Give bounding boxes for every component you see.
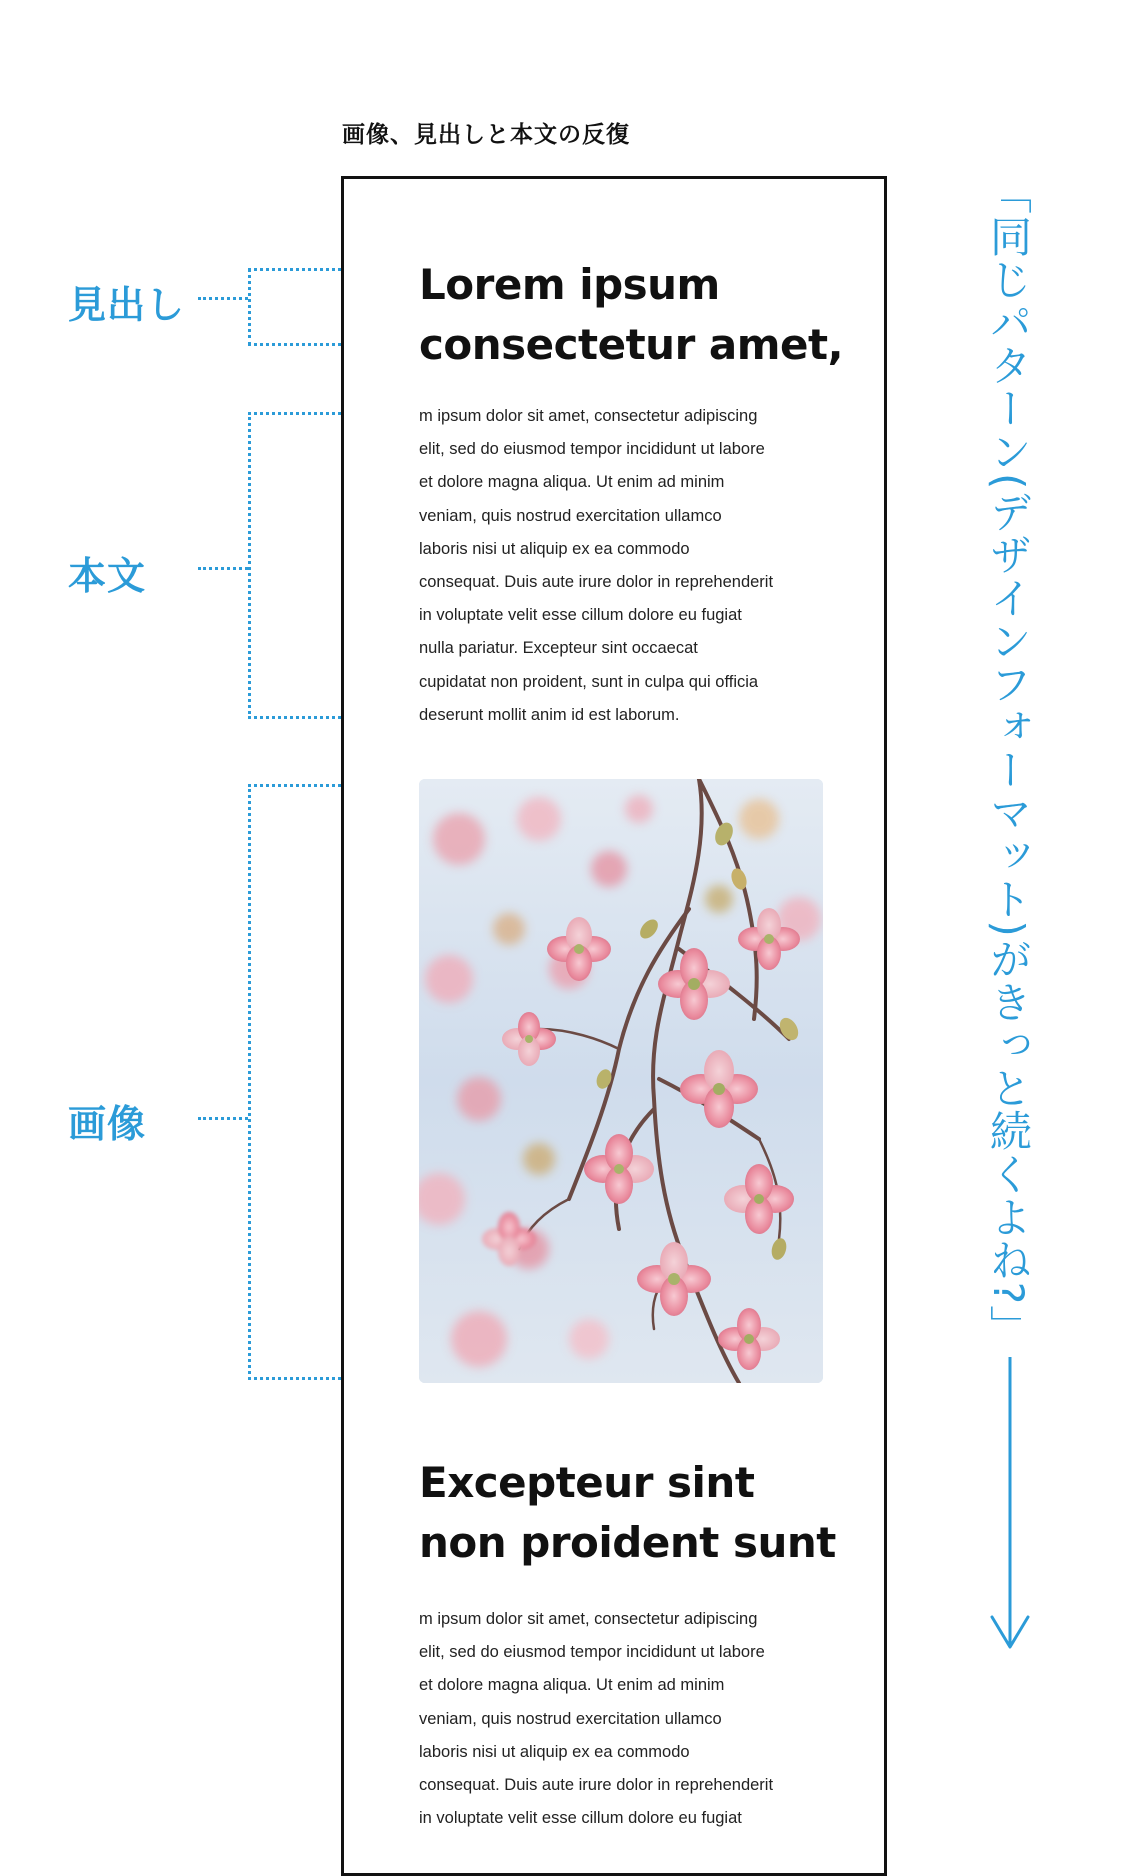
arrow-down-icon <box>990 1355 1030 1655</box>
body-annotation-leader <box>198 567 248 570</box>
body-line: cupidatat non proident, sunt in culpa qui officia <box>419 672 759 691</box>
block-heading <box>419 255 879 375</box>
body-line: nulla pariatur. Excepteur sint occaecat <box>419 639 698 658</box>
blossom-photo <box>419 779 823 1383</box>
body-line: m ipsum dolor sit amet, consectetur adipiscing <box>419 407 758 425</box>
body-line: veniam, quis nostrud exercitation ullamco <box>419 1709 722 1728</box>
body-line: consequat. Duis aute irure dolor in reprehenderit <box>419 1776 774 1795</box>
body-line: elit, sed do eiusmod tempor incididunt ut labore <box>419 1643 765 1662</box>
body-line: elit, sed do eiusmod tempor incididunt ut labore <box>419 440 765 459</box>
body-line: et dolore magna aliqua. Ut enim ad minim <box>419 1676 725 1695</box>
body-line: m ipsum dolor sit amet, consectetur adipiscing <box>419 1610 758 1628</box>
heading-annotation-leader <box>198 297 248 300</box>
block-heading <box>419 1453 879 1573</box>
vertical-annotation-note: 「同じパターン(デザインフォーマット)がきっと続くよね?」 <box>984 172 1033 1349</box>
body-line: in voluptate velit esse cillum dolore eu fugiat <box>419 606 742 625</box>
image-annotation-label: 画像 <box>68 1102 147 1146</box>
heading-line: consectetur amet, <box>419 320 844 369</box>
block-body-text <box>419 1603 849 1835</box>
body-line: laboris nisi ut aliquip ex ea commodo <box>419 1742 690 1761</box>
heading-line: Lorem ipsum <box>419 260 720 309</box>
image-annotation-bracket <box>248 784 341 1380</box>
body-line: et dolore magna aliqua. Ut enim ad minim <box>419 473 725 492</box>
block-body-text <box>419 400 849 732</box>
body-annotation-bracket <box>248 412 341 719</box>
body-line: veniam, quis nostrud exercitation ullamco <box>419 506 722 525</box>
heading-annotation-bracket <box>248 268 341 346</box>
body-line: laboris nisi ut aliquip ex ea commodo <box>419 539 690 558</box>
page-title: 画像、見出しと本文の反復 <box>342 122 630 148</box>
page-mockup-frame <box>341 176 887 1876</box>
heading-line: Excepteur sint <box>419 1458 755 1507</box>
blossom-illustration <box>419 779 823 1383</box>
body-annotation-label: 本文 <box>68 554 147 598</box>
body-line: in voluptate velit esse cillum dolore eu fugiat <box>419 1809 742 1828</box>
heading-annotation-label: 見出し <box>68 283 186 327</box>
body-line: consequat. Duis aute irure dolor in reprehenderit <box>419 573 774 592</box>
body-line: deserunt mollit anim id est laborum. <box>419 705 680 724</box>
heading-line: non proident sunt <box>419 1518 836 1567</box>
image-annotation-leader <box>198 1117 248 1120</box>
